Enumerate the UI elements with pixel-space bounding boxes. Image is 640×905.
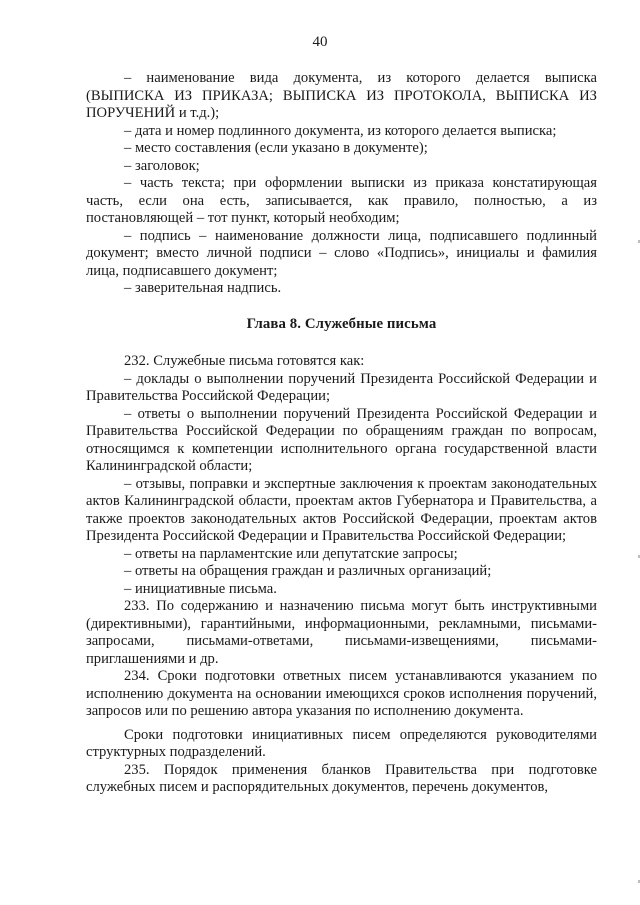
section-233: 233. По содержанию и назначению письма могут быть инструктивными (директивными), гарантийными, информационными, рекламными, письмами-запросами, письмами-ответами, письмами-извещениями, письмами-приглашениями и др. xyxy=(86,598,597,667)
section-232-lead: 232. Служебные письма готовятся как: xyxy=(124,353,365,369)
intro-item-doc-type: – наименование вида документа, из которого делается выписка (ВЫПИСКА ИЗ ПРИКАЗА; ВЫПИСКА ИЗ ПРОТОКОЛА, ВЫПИСКА ИЗ ПОРУЧЕНИЙ и т.д.); xyxy=(86,70,597,121)
section-232-item-citizens: – ответы на обращения граждан и различных организаций; xyxy=(124,563,492,579)
intro-item-place: – место составления (если указано в документе); xyxy=(124,140,428,156)
section-232-item-reports: – доклады о выполнении поручений Президента Российской Федерации и Правительства Российской Федерации; xyxy=(86,370,597,404)
section-232-item-initiative: – инициативные письма. xyxy=(124,580,277,597)
intro-item-certification: – заверительная надпись. xyxy=(124,280,282,296)
section-232-item-answers-orders: – ответы о выполнении поручений Президента Российской Федерации и Правительства Российской Федерации по обращениям граждан по вопросам, относящимся к компетенции исполнительного органа государственной власти Калининградской области; xyxy=(86,405,597,474)
chapter-title: Глава 8. Служебные письма xyxy=(246,315,437,332)
section-232-item-reviews: – отзывы, поправки и экспертные заключения к проектам законодательных актов Калининградской области, проектам актов Губернатора и Правительства, а также проектов законодательных актов Российской Федерации, проектам актов Президента Российской Федерации и Правительства Российской Федерации; xyxy=(86,475,597,544)
section-234: 234. Сроки подготовки ответных писем устанавливаются указанием по исполнению документа на основании имеющихся сроков исполнения поручений, запросов или по решению автора указания по исполнению документа. xyxy=(86,668,597,719)
section-232-item-parliament: – ответы на парламентские или депутатские запросы; xyxy=(124,545,458,562)
page-number: 40 xyxy=(312,34,328,50)
intro-item-heading: – заголовок; xyxy=(124,157,200,174)
intro-item-signature: – подпись – наименование должности лица, подписавшего подлинный документ; вместо личной подписи – слово «Подпись», инициалы и фамилия лица, подписавшего документ; xyxy=(86,227,597,279)
section-235: 235. Порядок применения бланков Правительства при подготовке служебных писем и распорядительных документов, перечень документов, xyxy=(86,761,597,795)
section-234-note: Сроки подготовки инициативных писем определяются руководителями структурных подразделений. xyxy=(86,726,597,760)
intro-item-date-number: – дата и номер подлинного документа, из которого делается выписка; xyxy=(124,122,557,139)
intro-item-text-part: – часть текста; при оформлении выписки из приказа констатирующая часть, если она есть, записывается, как правило, полностью, а из постановляющей – тот пункт, который необходим; xyxy=(86,175,597,226)
document-body xyxy=(86,70,597,797)
